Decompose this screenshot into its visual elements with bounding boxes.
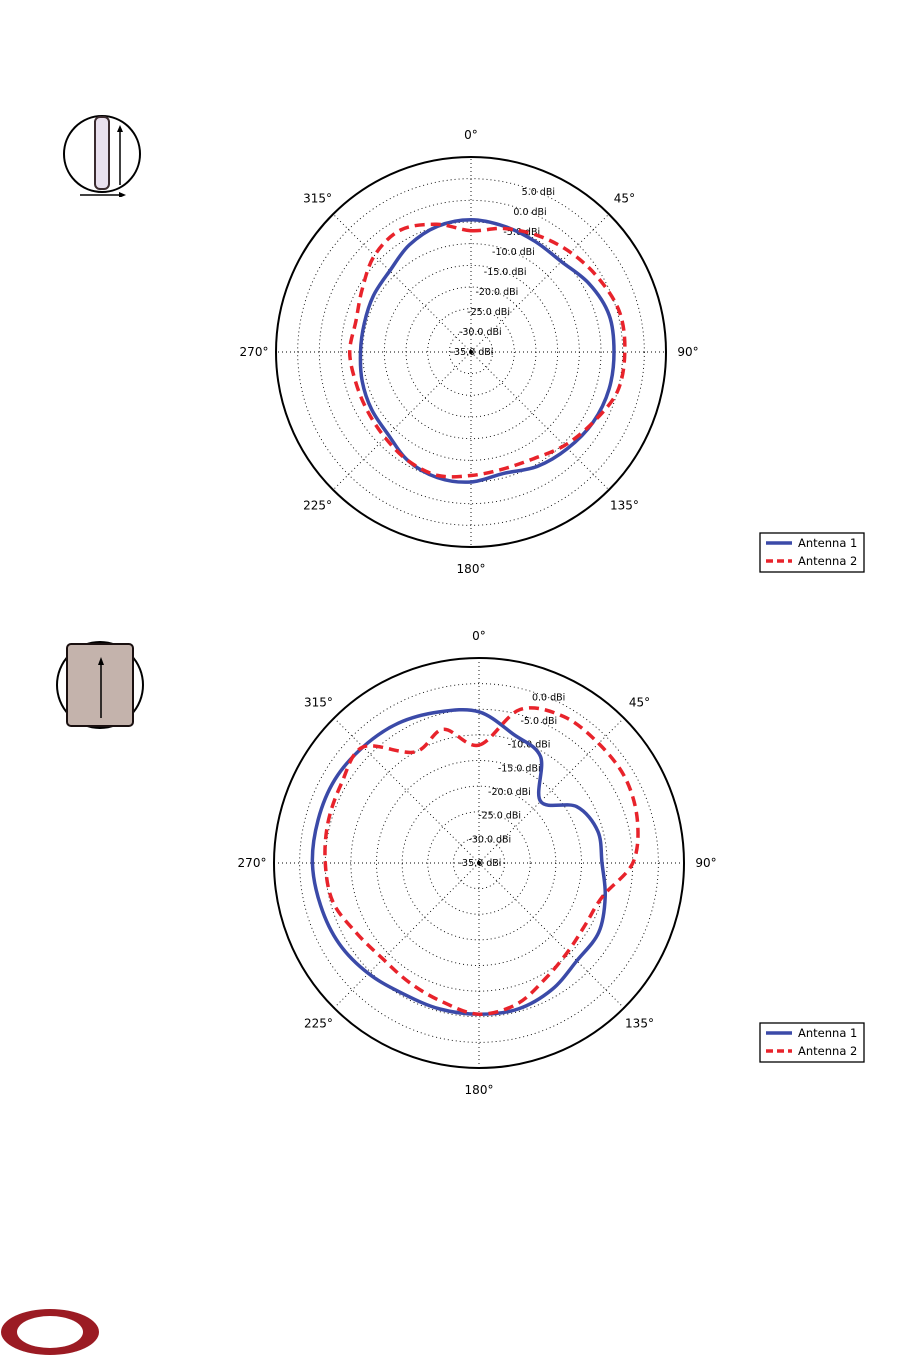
angle-label: 135° (609, 498, 639, 513)
legend-label: Antenna 2 (798, 554, 858, 568)
legend-label: Antenna 2 (798, 1044, 858, 1058)
radial-tick-label: -20.0 dBi (475, 286, 519, 298)
radial-tick-label: -30.0 dBi (458, 326, 502, 338)
angle-label: 270° (237, 856, 267, 870)
radial-tick-label: -20.0 dBi (488, 786, 531, 798)
angle-label: 270° (239, 345, 269, 359)
angle-label: 225° (303, 498, 333, 513)
angle-label: 180° (456, 562, 486, 576)
radial-tick-label: -35.0 dBi (458, 858, 502, 869)
angle-label: 315° (303, 191, 333, 206)
angle-label: 180° (464, 1083, 494, 1097)
radial-tick-label: -5.0 dBi (520, 715, 558, 727)
legend-label: Antenna 1 (798, 1026, 858, 1040)
angle-label: 0° (464, 128, 478, 142)
radial-tick-label: -15.0 dBi (483, 266, 527, 278)
legend (760, 1023, 864, 1062)
radial-tick-label: -10.0 dBi (507, 739, 551, 751)
radial-tick-label: 0.0 dBi (513, 206, 547, 218)
angle-label: 45° (613, 191, 636, 206)
legend (760, 533, 864, 572)
angle-label: 90° (677, 345, 699, 359)
radial-tick-label: -5.0 dBi (503, 226, 541, 238)
radial-tick-label: -10.0 dBi (492, 246, 535, 258)
radial-tick-label: -25.0 dBi (467, 306, 510, 318)
radial-tick-label: -15.0 dBi (497, 763, 541, 775)
company-logo (0, 1300, 100, 1356)
radial-tick-label: 0.0 dBi (531, 692, 566, 704)
radial-tick-label: -35.0 dBi (450, 347, 494, 358)
polar-chart-1 (0, 0, 903, 600)
legend-label: Antenna 1 (798, 536, 858, 550)
radial-tick-label: -30.0 dBi (468, 834, 512, 846)
angle-label: 0° (472, 629, 486, 643)
radial-tick-label: -25.0 dBi (478, 810, 522, 822)
radial-tick-label: 5.0 dBi (521, 186, 555, 198)
angle-label: 90° (695, 856, 717, 870)
angle-label: 315° (304, 695, 333, 710)
polar-chart-2 (0, 600, 903, 1120)
angle-label: 45° (628, 695, 651, 710)
angle-label: 135° (625, 1016, 654, 1031)
angle-label: 225° (304, 1016, 333, 1031)
